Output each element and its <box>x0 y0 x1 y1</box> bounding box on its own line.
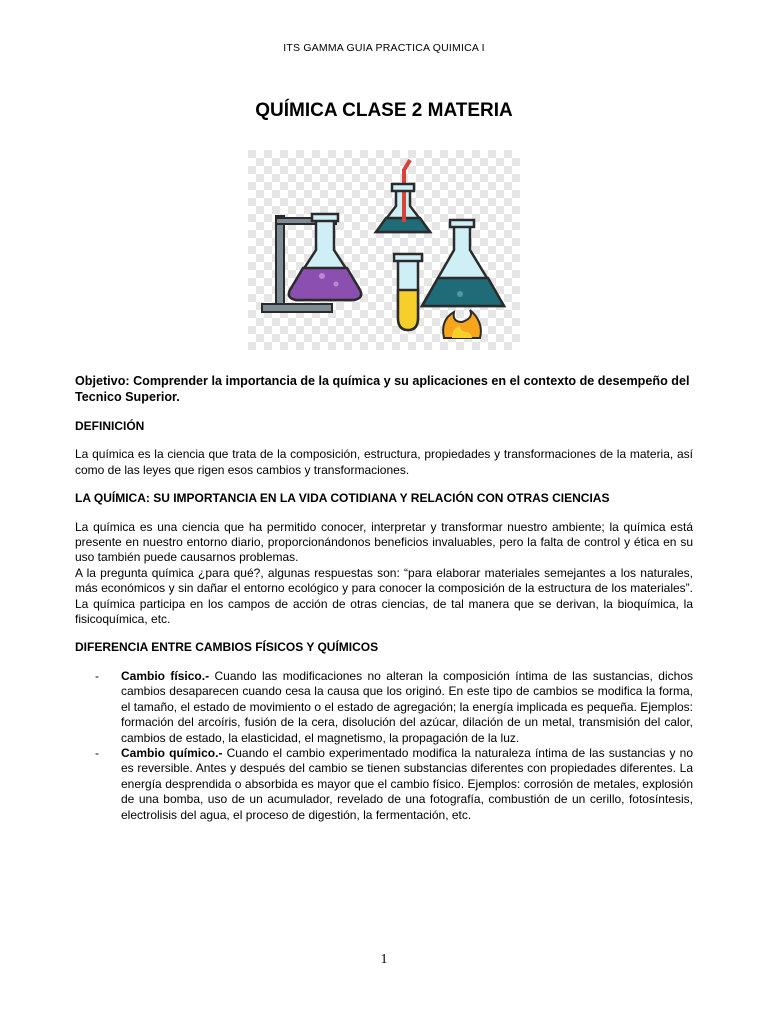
yellow-test-tube <box>394 254 422 330</box>
objective-text: Objetivo: Comprender la importancia de la química y su aplicaciones en el contexto de desempeño del Tecnico Superior. <box>75 374 690 404</box>
section-heading: DEFINICIÓN <box>75 419 145 433</box>
page-header: ITS GAMMA GUIA PRACTICA QUIMICA I <box>283 42 485 54</box>
changes-list <box>75 669 693 823</box>
section-importancia <box>75 491 693 627</box>
list-term: Cambio químico.- <box>121 745 223 760</box>
section-definicion <box>75 419 693 478</box>
list-text: Cuando las modificaciones no alteran la composición íntima de las sustancias, dichos cambios desaparecen cuando cesa la causa que los originó. En este tipo de cambios se modifica la forma, el tamaño, el estado de movimiento o el estado de agregación; la energía implicada es pequeña. Ejemplos: formación del arcoíris, fusión de la cera, disolución del azúcar, dilación de un metal, transmisión del calor, cambios de estado, la elasticidad, el magnetismo, la propagación de la luz. <box>121 668 693 745</box>
page-number: 1 <box>380 952 388 967</box>
paragraph: La química es la ciencia que trata de la composición, estructura, propiedades y transformaciones de la materia, así como de las leyes que rigen esos cambios y transformaciones. <box>75 447 693 477</box>
section-heading: DIFERENCIA ENTRE CAMBIOS FÍSICOS Y QUÍMICOS <box>75 640 379 655</box>
list-term: Cambio físico.- <box>121 668 210 683</box>
page-title: QUÍMICA CLASE 2 MATERIA <box>255 100 513 121</box>
list-item-cambio-fisico <box>75 669 693 746</box>
lab-glassware-icon <box>248 150 520 350</box>
spacer <box>75 478 693 491</box>
lab-glassware-illustration <box>248 150 520 350</box>
paragraph: A la pregunta química ¿para qué?, algunas respuestas son: “para elaborar materiales semejantes a los naturales, más económicos y sin dañar el entorno ecológico y para conocer la composición de la estructura de los materiales”. La química participa en los campos de acción de otras ciencias, de tal manera que se derivan, la bioquímica, la fisicoquímica, etc. <box>75 565 693 627</box>
paragraph: La química es una ciencia que ha permitido conocer, interpretar y transformar nuestro ambiente; la química está presente en nuestro entorno diario, proporcionándonos beneficios invaluables, pero la falta de control y ética en su uso también puede causarnos problemas. <box>75 519 693 565</box>
spacer <box>75 627 693 640</box>
section-heading: LA QUÍMICA: SU IMPORTANCIA EN LA VIDA COTIDIANA Y RELACIÓN CON OTRAS CIENCIAS <box>75 491 610 506</box>
main-content <box>75 373 693 823</box>
list-bullet: - <box>95 745 99 760</box>
list-bullet: - <box>95 668 99 683</box>
list-item-cambio-quimico <box>75 746 693 823</box>
section-diferencia <box>75 640 693 822</box>
list-text: Cuando el cambio experimentado modifica la naturaleza íntima de las sustancias y no es reversible. Antes y después del cambio se tienen substancias diferentes con propiedades diferentes. La energía desprendida o absorbida es mayor que el cambio físico. Ejemplos: corrosión de metales, explosión de una bomba, uso de un acumulador, revelado de una fotografía, combustión de un cerillo, fotosíntesis, electrolisis del agua, el proceso de digestión, la fermentación, etc. <box>121 745 693 822</box>
